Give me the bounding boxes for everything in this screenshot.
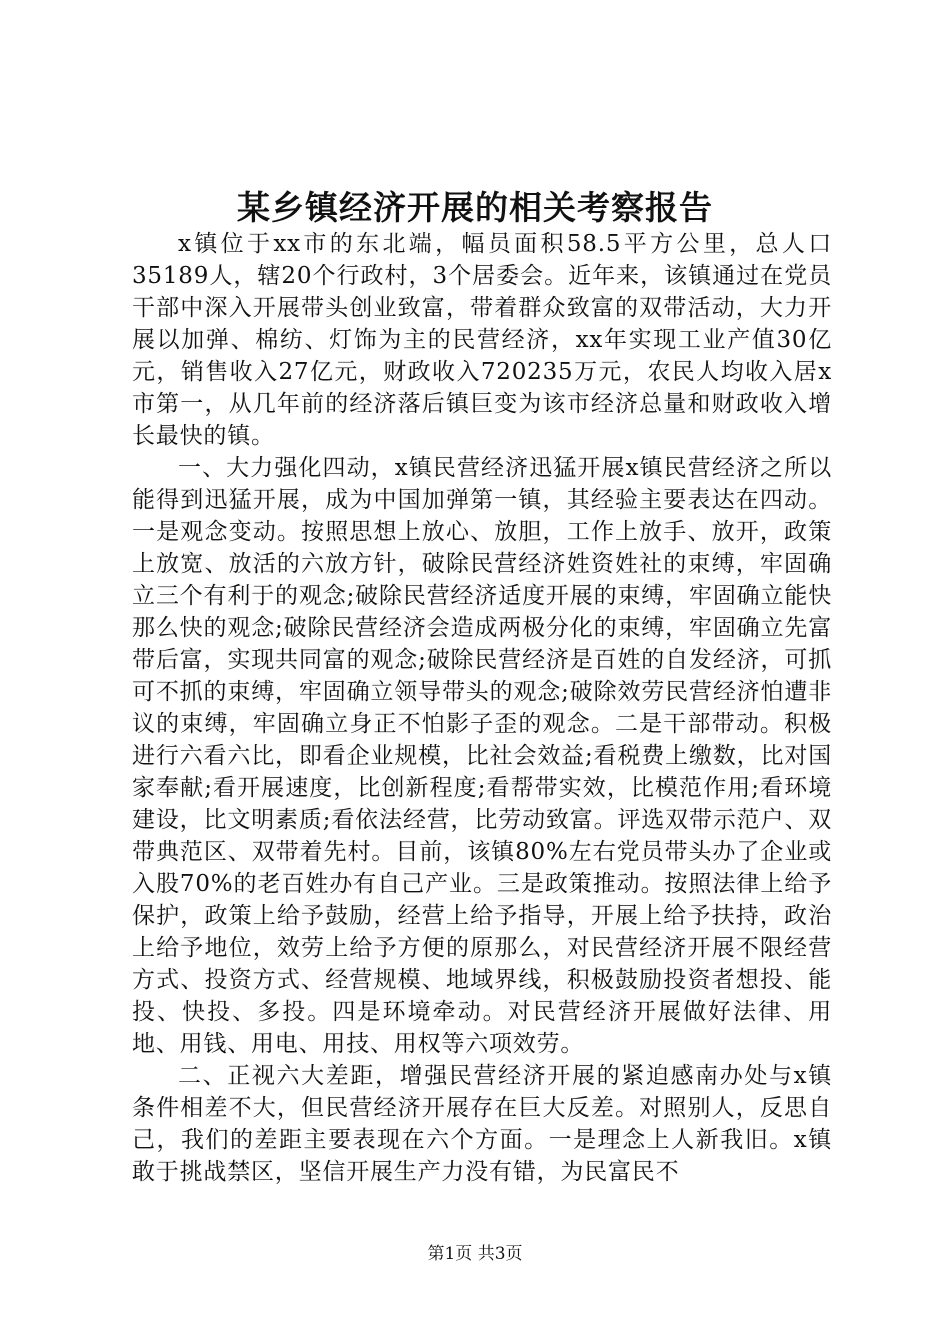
document-title: 某乡镇经济开展的相关考察报告	[237, 188, 713, 227]
paragraph-section-two: 二、正视六大差距，增强民营经济开展的紧迫感南办处与x镇条件相差不大，但民营经济开展存在巨大反差。对照别人，反思自己，我们的差距主要表现在六个方面。一是理念上人新我旧。x镇敢于挑战禁区，坚信开展生产力没有错，为民富民不	[132, 1063, 832, 1185]
document-body	[132, 228, 832, 1188]
paragraph-section-one: 一、大力强化四动，x镇民营经济迅猛开展x镇民营经济之所以能得到迅猛开展，成为中国加弹第一镇，其经验主要表达在四动。一是观念变动。按照思想上放心、放胆，工作上放手、放开，政策上放宽、放活的六放方针，破除民营经济姓资姓社的束缚，牢固确立三个有利于的观念;破除民营经济适度开展的束缚，牢固确立能快那么快的观念;破除民营经济会造成两极分化的束缚，牢固确立先富带后富，实现共同富的观念;破除民营经济是百姓的自发经济，可抓可不抓的束缚，牢固确立领导带头的观念;破除效劳民营经济怕遭非议的束缚，牢固确立身正不怕影子歪的观念。二是干部带动。积极进行六看六比，即看企业规模，比社会效益;看税费上缴数，比对国家奉献;看开展速度，比创新程度;看帮带实效，比模范作用;看环境建设，比文明素质;看依法经营，比劳动致富。评选双带示范户、双带典范区、双带着先村。目前，该镇80%左右党员带头办了企业或入股70%的老百姓办有自己产业。三是政策推动。按照法律上给予保护，政策上给予鼓励，经营上给予指导，开展上给予扶持，政治上给予地位，效劳上给予方便的原那么，对民营经济开展不限经营方式、投资方式、经营规模、地域界线，积极鼓励投资者想投、能投、快投、多投。四是环境牵动。对民营经济开展做好法律、用地、用钱、用电、用技、用权等六项效劳。	[132, 455, 832, 1057]
paragraph-intro: x镇位于xx市的东北端，幅员面积58.5平方公里，总人口35189人，辖20个行政村，3个居委会。近年来，该镇通过在党员干部中深入开展带头创业致富，带着群众致富的双带活动，大力开展以加弹、棉纺、灯饰为主的民营经济，xx年实现工业产值30亿元，销售收入27亿元，财政收入720235万元，农民人均收入居x市第一，从几年前的经济落后镇巨变为该市经济总量和财政收入增长最快的镇。	[132, 231, 832, 449]
page-footer: 第1页 共3页	[427, 1244, 523, 1264]
